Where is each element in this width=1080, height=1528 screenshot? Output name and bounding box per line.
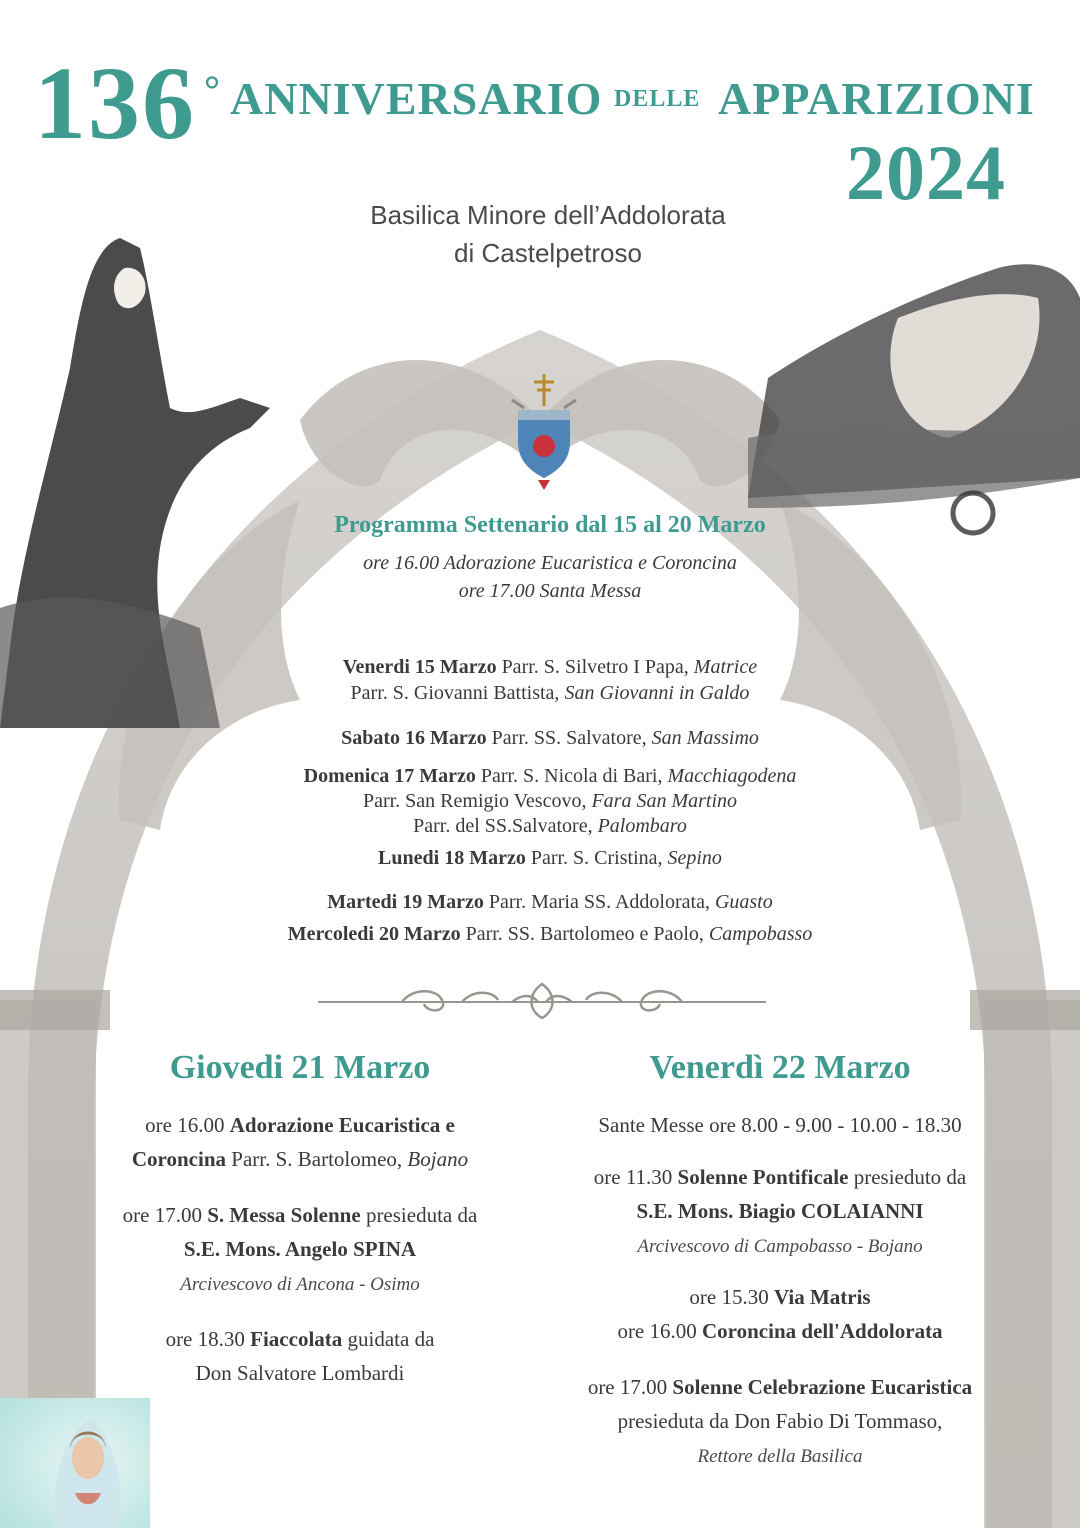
sante-messe: Sante Messe ore 8.00 - 9.00 - 10.00 - 18.30 bbox=[598, 1113, 962, 1137]
schedule-row: Martedi 19 Marzo Parr. Maria SS. Addolorata, Guasto bbox=[327, 891, 773, 913]
venerdi-event-2: ore 15.30 Via Matris ore 16.00 Coroncina dell'Addolorata bbox=[617, 1285, 943, 1343]
schedule-row: Parr. del SS.Salvatore, Palombaro bbox=[413, 815, 687, 837]
basilica-line-1: Basilica Minore dell’Addolorata bbox=[370, 200, 726, 230]
basilica-name bbox=[0, 196, 1080, 272]
giovedi-column bbox=[110, 1048, 490, 1390]
ornamental-divider bbox=[312, 980, 772, 1020]
venerdi-column bbox=[540, 1048, 1020, 1474]
delle-word: DELLE bbox=[614, 86, 701, 112]
giovedi-event-3: ore 18.30 Fiaccolata guidata da Don Salvatore Lombardi bbox=[165, 1327, 435, 1385]
schedule-row: Sabato 16 Marzo Parr. SS. Salvatore, San Massimo bbox=[341, 727, 759, 749]
schedule-row: Parr. San Remigio Vescovo, Fara San Martino bbox=[362, 790, 738, 812]
schedule-row: Parr. S. Giovanni Battista, San Giovanni in Galdo bbox=[350, 682, 750, 704]
madonna-image bbox=[0, 1398, 150, 1528]
schedule-row: Venerdi 15 Marzo Parr. S. Silvetro I Papa, Matrice bbox=[342, 656, 758, 678]
anniversary-word: ANNIVERSARIO bbox=[230, 73, 603, 124]
schedule-row: Mercoledi 20 Marzo Parr. SS. Bartolomeo e Paolo, Campobasso bbox=[287, 923, 813, 945]
giovedi-event-2: ore 17.00 S. Messa Solenne presieduta da S.E. Mons. Angelo SPINA Arcivescovo di Ancona - Osimo bbox=[122, 1203, 478, 1295]
venerdi-title: Venerdì 22 Marzo bbox=[649, 1049, 911, 1086]
kneeling-madonna-engraving bbox=[0, 228, 300, 728]
programma-title: Programma Settenario dal 15 al 20 Marzo bbox=[334, 512, 766, 538]
year: 2024 bbox=[846, 129, 1006, 216]
schedule-row: Domenica 17 Marzo Parr. S. Nicola di Bari, Macchiagodena bbox=[303, 765, 797, 787]
giovedi-event-1: ore 16.00 Adorazione Eucaristica e Coroncina Parr. S. Bartolomeo, Bojano bbox=[131, 1113, 469, 1171]
degree-sign: ° bbox=[204, 67, 220, 112]
programma-line-1: ore 16.00 Adorazione Eucaristica e Coroncina bbox=[363, 552, 737, 574]
schedule-row: Lunedi 18 Marzo Parr. S. Cristina, Sepino bbox=[378, 847, 722, 869]
dead-christ-engraving bbox=[748, 238, 1080, 558]
programma-line-2: ore 17.00 Santa Messa bbox=[458, 580, 642, 602]
basilica-line-2: di Castelpetroso bbox=[454, 238, 642, 268]
apparizioni-word: APPARIZIONI bbox=[718, 73, 1035, 124]
anniversary-number: 136 bbox=[34, 46, 196, 161]
venerdi-event-1: ore 11.30 Solenne Pontificale presieduto da S.E. Mons. Biagio COLAIANNI Arcivescovo di Campobasso - Bojano bbox=[593, 1165, 967, 1257]
giovedi-title: Giovedi 21 Marzo bbox=[169, 1049, 431, 1086]
venerdi-event-3: ore 17.00 Solenne Celebrazione Eucaristica presieduta da Don Fabio Di Tommaso, Rettore della Basilica bbox=[587, 1375, 973, 1467]
coat-of-arms-icon bbox=[504, 372, 584, 490]
